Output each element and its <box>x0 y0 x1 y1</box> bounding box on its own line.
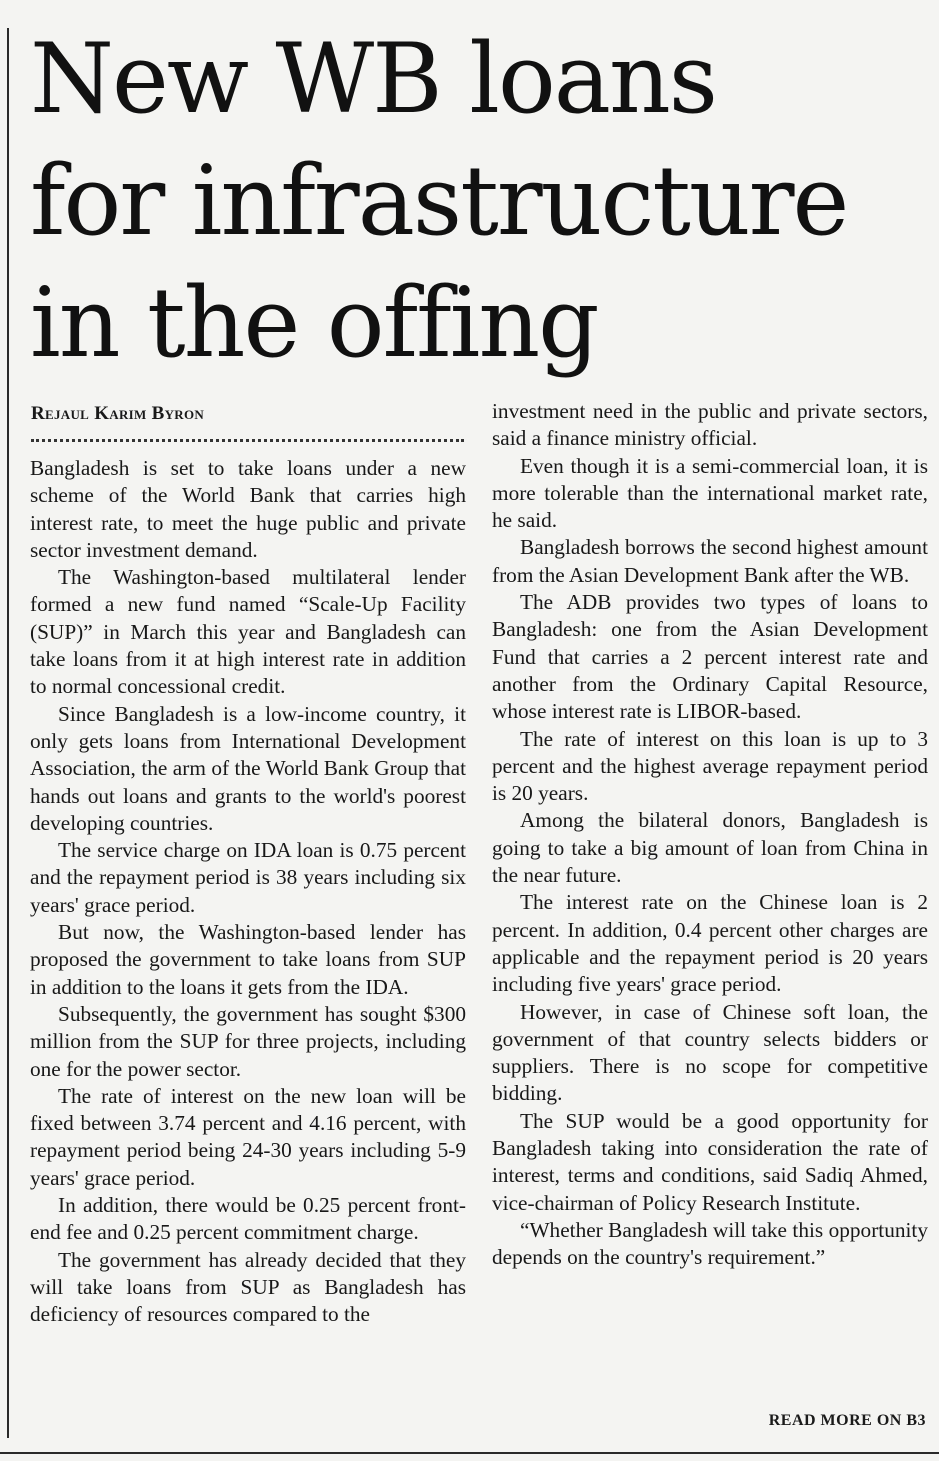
paragraph: In addition, there would be 0.25 percent front-end fee and 0.25 percent commitment charge. <box>30 1193 466 1245</box>
byline: Rejaul Karim Byron <box>31 403 205 424</box>
paragraph: The government has already decided that they will take loans from SUP as Bangladesh has deficiency of resources compared to the <box>30 1247 466 1327</box>
byline-divider <box>31 439 464 442</box>
paragraph: But now, the Washington-based lender has proposed the government to take loans from SUP in addition to the loans it gets from the IDA. <box>30 920 466 999</box>
paragraph: Even though it is a semi-commercial loan, it is more tolerable than the international market rate, he said. <box>492 453 928 533</box>
paragraph: Since Bangladesh is a low-income country, it only gets loans from International Development Association, the arm of the World Bank Group that hands out loans and grants to the world's poorest developing countries. <box>30 701 466 835</box>
headline-line-2: for infrastructure <box>30 145 848 257</box>
paragraph: The rate of interest on this loan is up to 3 percent and the highest average repayment period is 20 years. <box>492 726 928 806</box>
paragraph: The service charge on IDA loan is 0.75 percent and the repayment period is 38 years including six years' grace period. <box>30 838 466 917</box>
paragraph: Subsequently, the government has sought $300 million from the SUP for three projects, including one for the power sector. <box>30 1001 466 1081</box>
paragraph: The ADB provides two types of loans to Bangladesh: one from the Asian Development Fund that carries a 2 percent interest rate and another from the Ordinary Capital Resource, whose interest rate is LIBOR-based. <box>492 590 928 724</box>
article-column-right <box>492 398 928 1272</box>
article-column-left <box>30 455 466 1329</box>
paragraph: “Whether Bangladesh will take this opportunity depends on the country's requirement.” <box>492 1217 928 1270</box>
paragraph: investment need in the public and private sectors, said a finance ministry official. <box>492 399 928 451</box>
paragraph: Among the bilateral donors, Bangladesh is going to take a big amount of loan from China in the near future. <box>492 808 928 888</box>
paragraph: The interest rate on the Chinese loan is 2 percent. In addition, 0.4 percent other charges are applicable and the repayment period is 20 years including five years' grace period. <box>492 890 928 997</box>
bottom-rule <box>0 1452 939 1454</box>
headline <box>30 18 930 384</box>
paragraph: Bangladesh borrows the second highest amount from the Asian Development Bank after the WB. <box>492 535 928 587</box>
paragraph: However, in case of Chinese soft loan, the government of that country selects bidders or suppliers. There is no scope for competitive bidding. <box>492 999 928 1106</box>
headline-line-1: New WB loans <box>30 23 717 135</box>
paragraph: Bangladesh is set to take loans under a new scheme of the World Bank that carries high interest rate, to meet the huge public and private sector investment demand. <box>30 456 466 562</box>
paragraph: The SUP would be a good opportunity for Bangladesh taking into consideration the rate of interest, terms and conditions, said Sadiq Ahmed, vice-chairman of Policy Research Institute. <box>492 1108 928 1215</box>
headline-line-3: in the offing <box>30 267 598 379</box>
read-more-link[interactable]: READ MORE ON B3 <box>768 1412 926 1429</box>
paragraph: The rate of interest on the new loan will be fixed between 3.74 percent and 4.16 percent, with repayment period being 24-30 years including 5-9 years' grace period. <box>30 1083 466 1190</box>
column-rule <box>7 28 9 1438</box>
paragraph: The Washington-based multilateral lender formed a new fund named “Scale-Up Facility (SUP)” in March this year and Bangladesh can take loans from it at high interest rate in addition to normal concessional credit. <box>30 565 466 699</box>
